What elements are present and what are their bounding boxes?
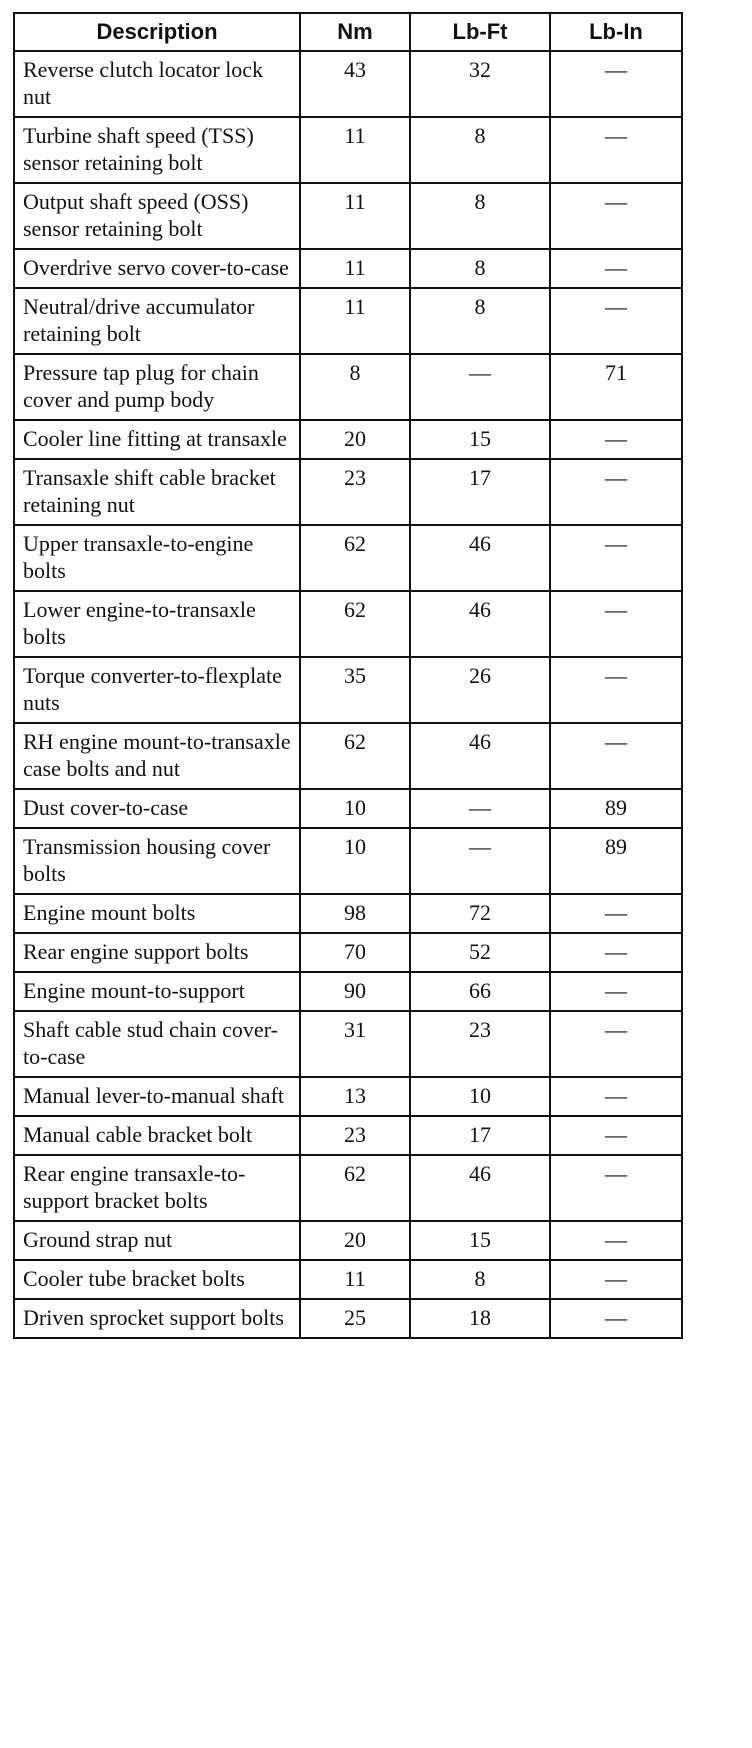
lb-in-cell: — <box>550 1221 682 1260</box>
table-row <box>14 894 682 933</box>
description-cell: Rear engine transaxle-to-support bracket bolts <box>14 1155 300 1221</box>
description-cell: Neutral/drive accumulator retaining bolt <box>14 288 300 354</box>
lb-ft-cell: 8 <box>410 1260 550 1299</box>
lb-in-cell: — <box>550 183 682 249</box>
header-nm: Nm <box>300 13 410 51</box>
table-row <box>14 420 682 459</box>
lb-in-cell: — <box>550 288 682 354</box>
lb-ft-cell: 10 <box>410 1077 550 1116</box>
nm-cell: 25 <box>300 1299 410 1338</box>
description-cell: RH engine mount-to-transaxle case bolts and nut <box>14 723 300 789</box>
nm-cell: 98 <box>300 894 410 933</box>
table-row <box>14 354 682 420</box>
lb-ft-cell: 8 <box>410 288 550 354</box>
nm-cell: 90 <box>300 972 410 1011</box>
table-row <box>14 51 682 117</box>
description-cell: Ground strap nut <box>14 1221 300 1260</box>
torque-spec-table <box>13 12 683 1339</box>
lb-ft-cell: 18 <box>410 1299 550 1338</box>
description-cell: Shaft cable stud chain cover-to-case <box>14 1011 300 1077</box>
nm-cell: 11 <box>300 249 410 288</box>
nm-cell: 70 <box>300 933 410 972</box>
table-row <box>14 525 682 591</box>
table-row <box>14 591 682 657</box>
table-row <box>14 183 682 249</box>
description-cell: Rear engine support bolts <box>14 933 300 972</box>
description-cell: Manual cable bracket bolt <box>14 1116 300 1155</box>
table-row <box>14 1077 682 1116</box>
lb-in-cell: 71 <box>550 354 682 420</box>
lb-ft-cell: 46 <box>410 723 550 789</box>
table-row <box>14 1221 682 1260</box>
lb-ft-cell: — <box>410 354 550 420</box>
nm-cell: 23 <box>300 1116 410 1155</box>
nm-cell: 20 <box>300 420 410 459</box>
lb-in-cell: — <box>550 972 682 1011</box>
lb-in-cell: — <box>550 249 682 288</box>
lb-ft-cell: 46 <box>410 525 550 591</box>
lb-in-cell: — <box>550 1116 682 1155</box>
table-row <box>14 1011 682 1077</box>
lb-ft-cell: 46 <box>410 1155 550 1221</box>
description-cell: Output shaft speed (OSS) sensor retaining bolt <box>14 183 300 249</box>
table-header-row <box>14 13 682 51</box>
lb-in-cell: — <box>550 420 682 459</box>
lb-ft-cell: 26 <box>410 657 550 723</box>
nm-cell: 11 <box>300 1260 410 1299</box>
lb-in-cell: — <box>550 459 682 525</box>
nm-cell: 13 <box>300 1077 410 1116</box>
lb-in-cell: 89 <box>550 828 682 894</box>
description-cell: Torque converter-to-flexplate nuts <box>14 657 300 723</box>
header-lb-in: Lb-In <box>550 13 682 51</box>
header-lb-ft: Lb-Ft <box>410 13 550 51</box>
lb-in-cell: — <box>550 117 682 183</box>
lb-in-cell: — <box>550 657 682 723</box>
description-cell: Driven sprocket support bolts <box>14 1299 300 1338</box>
nm-cell: 11 <box>300 117 410 183</box>
description-cell: Cooler line fitting at transaxle <box>14 420 300 459</box>
nm-cell: 10 <box>300 789 410 828</box>
nm-cell: 31 <box>300 1011 410 1077</box>
description-cell: Engine mount bolts <box>14 894 300 933</box>
table-row <box>14 1299 682 1338</box>
lb-ft-cell: 8 <box>410 117 550 183</box>
table-body <box>14 51 682 1338</box>
table-row <box>14 249 682 288</box>
nm-cell: 10 <box>300 828 410 894</box>
description-cell: Upper transaxle-to-engine bolts <box>14 525 300 591</box>
description-cell: Pressure tap plug for chain cover and pump body <box>14 354 300 420</box>
lb-ft-cell: 23 <box>410 1011 550 1077</box>
nm-cell: 23 <box>300 459 410 525</box>
lb-ft-cell: 15 <box>410 1221 550 1260</box>
table-row <box>14 459 682 525</box>
lb-ft-cell: 32 <box>410 51 550 117</box>
lb-ft-cell: 46 <box>410 591 550 657</box>
description-cell: Engine mount-to-support <box>14 972 300 1011</box>
nm-cell: 11 <box>300 183 410 249</box>
lb-in-cell: — <box>550 1155 682 1221</box>
lb-ft-cell: 15 <box>410 420 550 459</box>
description-cell: Reverse clutch locator lock nut <box>14 51 300 117</box>
description-cell: Cooler tube bracket bolts <box>14 1260 300 1299</box>
nm-cell: 62 <box>300 525 410 591</box>
table-row <box>14 288 682 354</box>
nm-cell: 62 <box>300 1155 410 1221</box>
nm-cell: 62 <box>300 723 410 789</box>
nm-cell: 20 <box>300 1221 410 1260</box>
lb-ft-cell: — <box>410 789 550 828</box>
lb-in-cell: — <box>550 1299 682 1338</box>
lb-in-cell: — <box>550 1077 682 1116</box>
nm-cell: 35 <box>300 657 410 723</box>
description-cell: Overdrive servo cover-to-case <box>14 249 300 288</box>
nm-cell: 43 <box>300 51 410 117</box>
lb-ft-cell: 52 <box>410 933 550 972</box>
lb-in-cell: — <box>550 933 682 972</box>
table-row <box>14 789 682 828</box>
table-row <box>14 933 682 972</box>
lb-in-cell: — <box>550 894 682 933</box>
lb-in-cell: — <box>550 1260 682 1299</box>
header-description: Description <box>14 13 300 51</box>
lb-ft-cell: — <box>410 828 550 894</box>
lb-in-cell: — <box>550 723 682 789</box>
lb-in-cell: 89 <box>550 789 682 828</box>
nm-cell: 11 <box>300 288 410 354</box>
table-row <box>14 657 682 723</box>
lb-ft-cell: 66 <box>410 972 550 1011</box>
nm-cell: 62 <box>300 591 410 657</box>
lb-in-cell: — <box>550 525 682 591</box>
nm-cell: 8 <box>300 354 410 420</box>
lb-ft-cell: 8 <box>410 249 550 288</box>
description-cell: Transmission housing cover bolts <box>14 828 300 894</box>
description-cell: Transaxle shift cable bracket retaining nut <box>14 459 300 525</box>
lb-in-cell: — <box>550 1011 682 1077</box>
lb-ft-cell: 17 <box>410 459 550 525</box>
lb-in-cell: — <box>550 51 682 117</box>
table-row <box>14 828 682 894</box>
description-cell: Lower engine-to-transaxle bolts <box>14 591 300 657</box>
table-row <box>14 1116 682 1155</box>
table-row <box>14 1155 682 1221</box>
lb-ft-cell: 8 <box>410 183 550 249</box>
lb-in-cell: — <box>550 591 682 657</box>
description-cell: Manual lever-to-manual shaft <box>14 1077 300 1116</box>
torque-spec-table-container <box>13 12 681 1339</box>
table-row <box>14 1260 682 1299</box>
lb-ft-cell: 17 <box>410 1116 550 1155</box>
description-cell: Dust cover-to-case <box>14 789 300 828</box>
lb-ft-cell: 72 <box>410 894 550 933</box>
table-row <box>14 117 682 183</box>
table-row <box>14 723 682 789</box>
table-row <box>14 972 682 1011</box>
description-cell: Turbine shaft speed (TSS) sensor retaining bolt <box>14 117 300 183</box>
